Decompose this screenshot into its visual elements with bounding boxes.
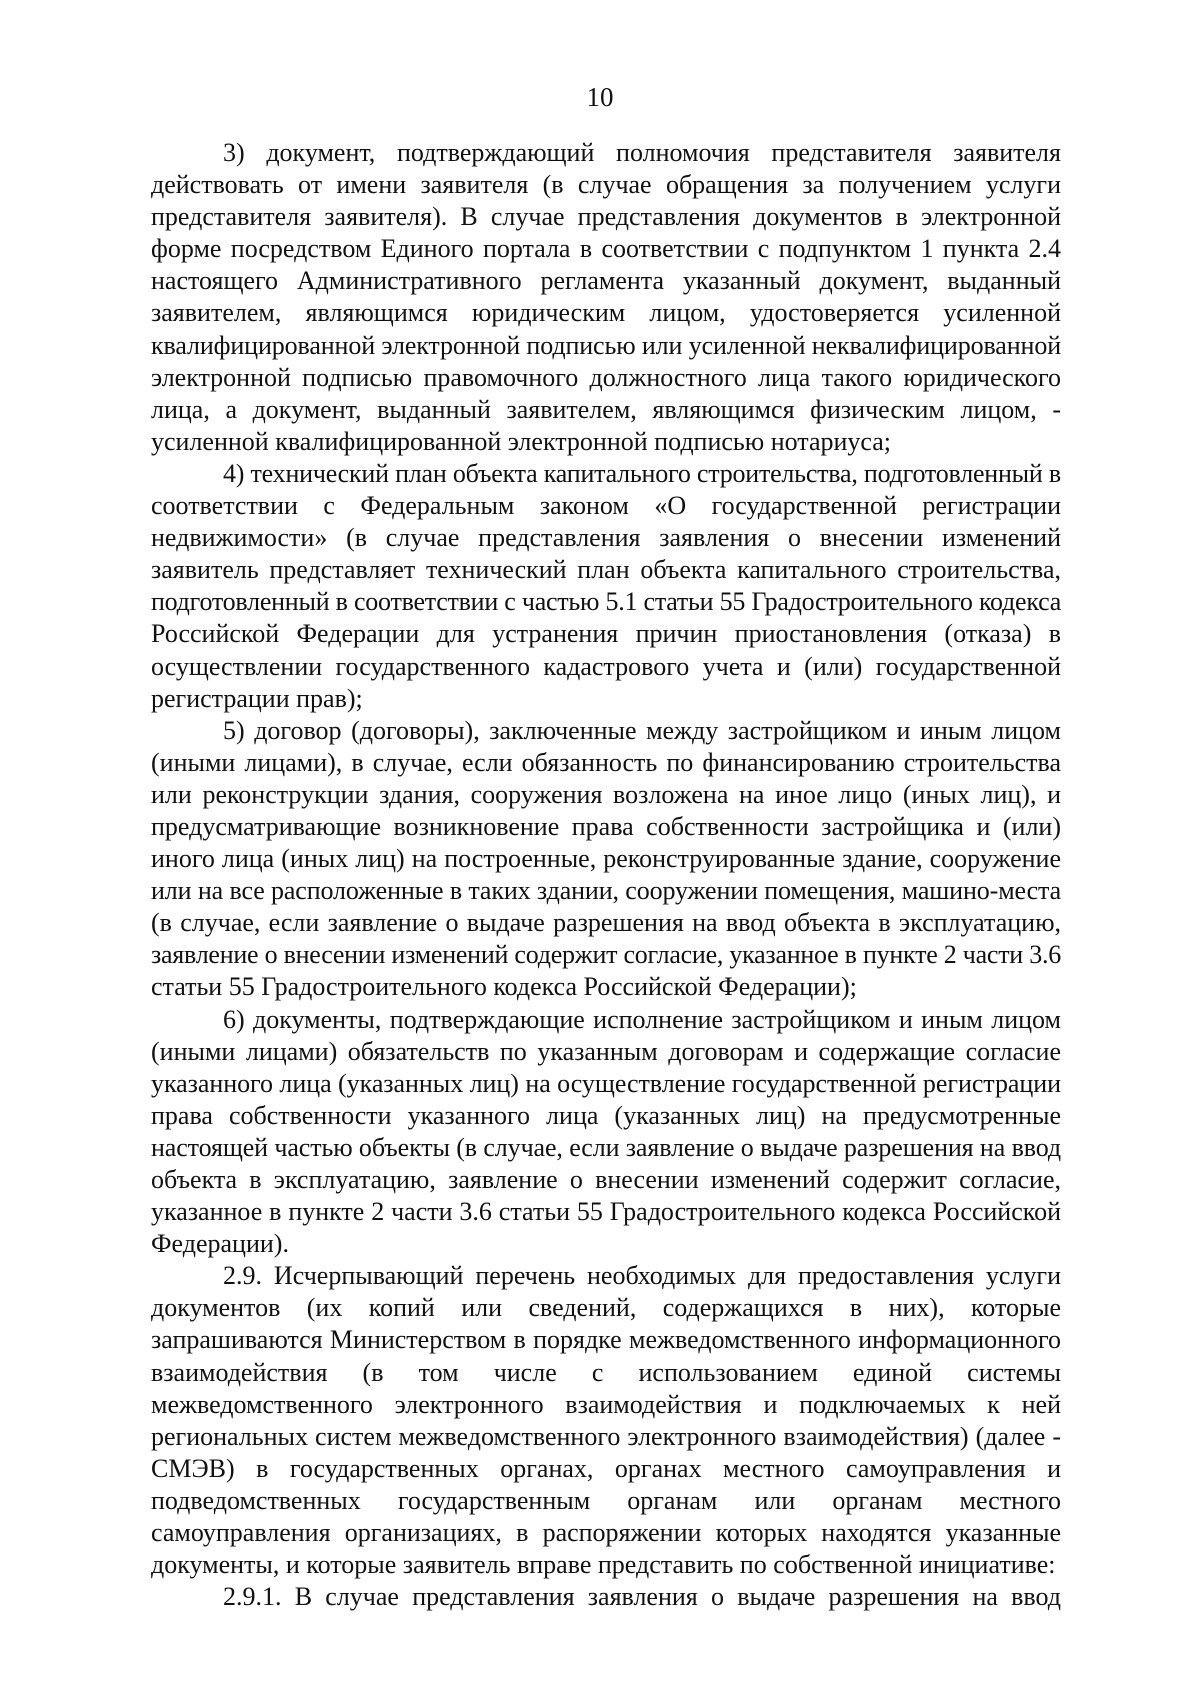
paragraph <box>151 137 1061 458</box>
paragraph <box>151 715 1061 1004</box>
text-line: лица, а документ, выданный заявителем, являющимся физическим лицом, - <box>151 394 1061 424</box>
text-line: 2.9. Исчерпывающий перечень необходимых для предоставления услуги <box>223 1261 1061 1291</box>
text-line: Федерации). <box>151 1229 289 1259</box>
paragraph <box>151 1004 1061 1261</box>
text-line: действовать от имени заявителя (в случае обращения за получением услуги <box>151 170 1061 200</box>
text-line: иного лица (иных лиц) на построенные, реконструированные здание, сооружение <box>151 844 1061 874</box>
text-line: или реконструкции здания, сооружения возложена на иное лицо (иных лиц), и <box>151 779 1061 809</box>
document-body <box>151 137 1061 1613</box>
text-line: (в случае, если заявление о выдаче разрешения на ввод объекта в эксплуатацию, <box>151 908 1061 938</box>
text-line: (иными лицами), в случае, если обязанность по финансированию строительства <box>151 747 1061 777</box>
text-line: СМЭВ) в государственных органах, органах местного самоуправления и <box>151 1453 1061 1483</box>
text-line: заявителем, являющимся юридическим лицом, удостоверяется усиленной <box>151 298 1061 328</box>
text-line: 2.9.1. В случае представления заявления о выдаче разрешения на ввод <box>223 1582 1061 1612</box>
text-line: указанное в пункте 2 части 3.6 статьи 55 Градостроительного кодекса Российской <box>151 1197 1061 1227</box>
text-line: недвижимости» (в случае представления заявления о внесении изменений <box>151 523 1061 553</box>
text-line: 4) технический план объекта капитального строительства, подготовленный в <box>223 458 1061 488</box>
text-line: представителя заявителя). В случае представления документов в электронной <box>151 202 1061 232</box>
text-line: региональных систем межведомственного электронного взаимодействия) (далее - <box>151 1421 1061 1451</box>
text-line: статьи 55 Градостроительного кодекса Российской Федерации); <box>151 972 857 1002</box>
text-line: запрашиваются Министерством в порядке межведомственного информационного <box>151 1325 1061 1355</box>
text-line: настоящей частью объекты (в случае, если заявление о выдаче разрешения на ввод <box>151 1132 1061 1162</box>
text-line: предусматривающие возникновение права собственности застройщика и (или) <box>151 811 1061 841</box>
text-line: самоуправления организациях, в распоряжении которых находятся указанные <box>151 1518 1061 1548</box>
text-line: подготовленный в соответствии с частью 5.1 статьи 55 Градостроительного кодекса <box>151 587 1061 617</box>
page-number: 10 <box>586 82 614 112</box>
text-line: регистрации прав); <box>151 683 363 713</box>
text-line: взаимодействия (в том числе с использованием единой системы <box>151 1357 1061 1387</box>
text-line: заявление о внесении изменений содержит согласие, указанное в пункте 2 части 3.6 <box>151 940 1061 970</box>
text-line: указанного лица (указанных лиц) на осуществление государственной регистрации <box>151 1068 1061 1098</box>
text-line: 6) документы, подтверждающие исполнение застройщиком и иным лицом <box>223 1004 1061 1034</box>
text-line: 3) документ, подтверждающий полномочия представителя заявителя <box>223 138 1061 167</box>
text-line: межведомственного электронного взаимодействия и подключаемых к ней <box>151 1389 1061 1419</box>
text-line: права собственности указанного лица (указанных лиц) на предусмотренные <box>151 1100 1061 1130</box>
text-line: объекта в эксплуатацию, заявление о внесении изменений содержит согласие, <box>151 1165 1061 1194</box>
text-line: форме посредством Единого портала в соответствии с подпунктом 1 пункта 2.4 <box>151 234 1061 264</box>
text-line: (иными лицами) обязательств по указанным договорам и содержащие согласие <box>151 1036 1061 1066</box>
text-line: соответствии с Федеральным законом «О государственной регистрации <box>151 491 1061 521</box>
paragraph <box>151 1260 1061 1581</box>
text-line: Российской Федерации для устранения причин приостановления (отказа) в <box>151 619 1061 649</box>
text-line: 5) договор (договоры), заключенные между застройщиком и иным лицом <box>223 715 1061 745</box>
text-line: заявитель представляет технический план объекта капитального строительства, <box>151 555 1061 585</box>
text-line: документы, и которые заявитель вправе представить по собственной инициативе: <box>151 1550 1056 1580</box>
text-line: электронной подписью правомочного должностного лица такого юридического <box>151 362 1061 392</box>
text-line: документов (их копий или сведений, содержащихся в них), которые <box>151 1293 1061 1323</box>
text-line: квалифицированной электронной подписью или усиленной неквалифицированной <box>151 330 1061 360</box>
text-line: осуществлении государственного кадастрового учета и (или) государственной <box>151 651 1061 681</box>
paragraph <box>151 458 1061 715</box>
text-line: настоящего Административного регламента указанный документ, выданный <box>151 266 1061 296</box>
text-line: усиленной квалифицированной электронной подписью нотариуса; <box>151 426 892 456</box>
paragraph <box>151 1581 1061 1613</box>
text-line: или на все расположенные в таких здании, сооружении помещения, машино-места <box>151 876 1061 906</box>
text-line: подведомственных государственным органам или органам местного <box>151 1485 1061 1515</box>
